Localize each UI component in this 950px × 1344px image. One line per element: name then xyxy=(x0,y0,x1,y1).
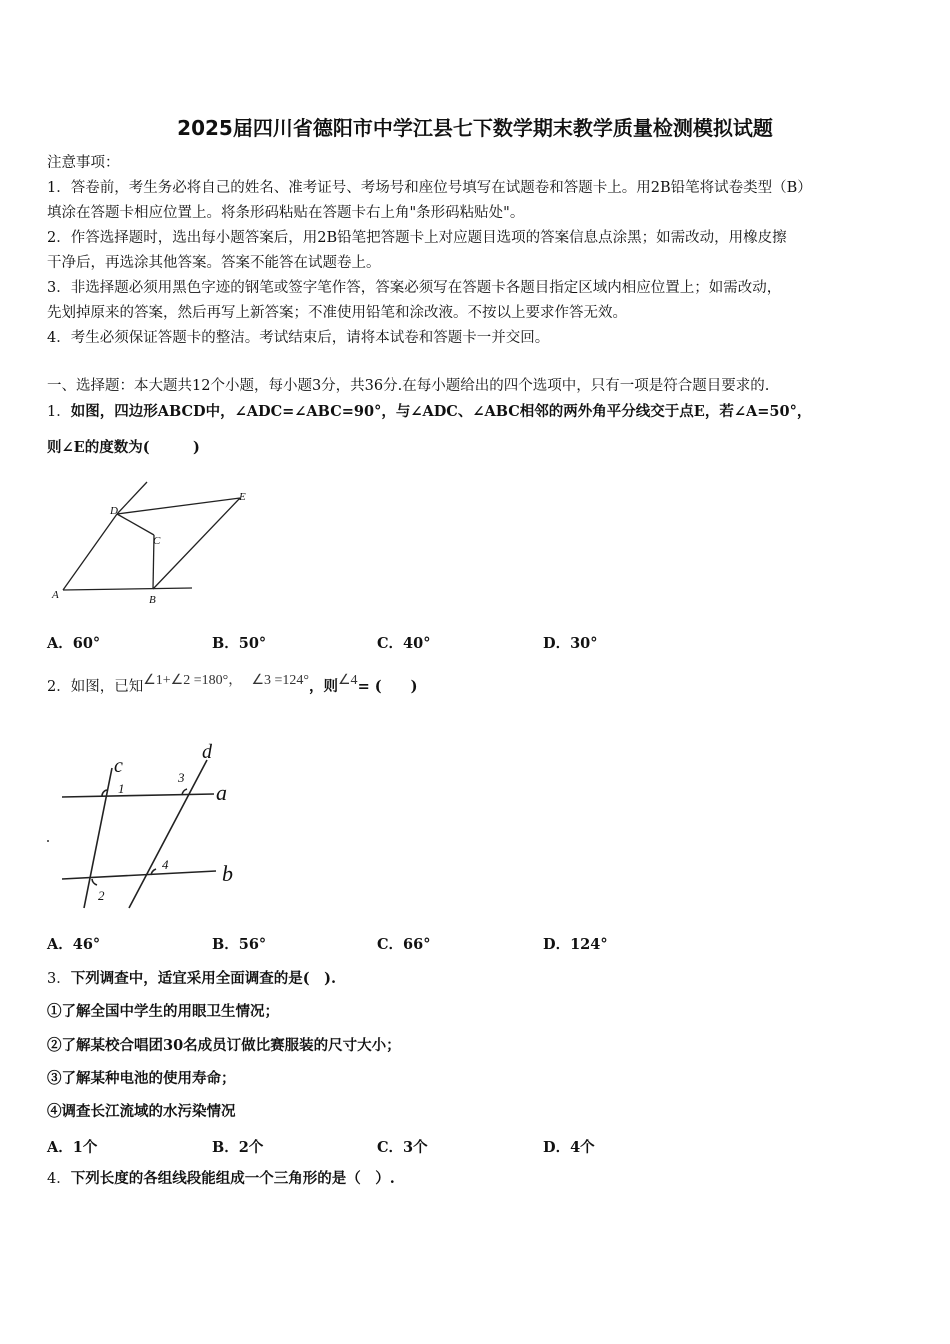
notice-line: 先划掉原来的答案，然后再写上新答案；不准使用铅笔和涂改液。不按以上要求作答无效。 xyxy=(47,305,627,321)
option-a[interactable]: A．46° xyxy=(47,936,101,953)
label-angle-2: 2 xyxy=(98,888,105,903)
line-c xyxy=(84,768,112,908)
question-text: ，则 xyxy=(309,678,338,695)
angle-2-arc xyxy=(92,879,97,885)
segment-d-extension xyxy=(117,482,147,514)
question-text: 下列长度的各组线段能组成一个三角形的是（ ）. xyxy=(70,1170,395,1187)
question-number: 2． xyxy=(47,679,71,695)
option-b[interactable]: B．50° xyxy=(212,635,267,652)
segment-dc xyxy=(117,514,154,535)
question-text: 如图，四边形ABCD中，∠ADC=∠ABC=90°，与∠ADC、∠ABC相邻的两外角平分线交于点E，若∠A=50°， xyxy=(70,403,812,420)
option-b[interactable]: B．56° xyxy=(212,936,267,953)
notice-line: 3．非选择题必须用黑色字迹的钢笔或签字笔作答，答案必须写在答题卡各题目指定区域内相应位置上；如需改动， xyxy=(47,280,782,296)
question-3 xyxy=(47,969,907,989)
line-d xyxy=(129,760,207,908)
option-c[interactable]: C．66° xyxy=(377,936,431,953)
question-text: 则∠E的度数为( ) xyxy=(47,439,200,456)
segment-ad xyxy=(63,514,117,590)
question-text: 下列调查中，适宜采用全面调查的是( ). xyxy=(70,970,337,987)
notice-line: 1．答卷前，考生务必将自己的姓名、准考证号、考场号和座位号填写在试题卷和答题卡上。用2B铅笔将试卷类型（B） xyxy=(47,180,812,196)
option-d[interactable]: D．4个 xyxy=(543,1139,595,1156)
list-item: ③了解某种电池的使用寿命； xyxy=(47,1070,236,1087)
option-d[interactable]: D．30° xyxy=(543,635,598,652)
label-d: D xyxy=(110,505,118,517)
label-angle-3: 3 xyxy=(178,770,185,785)
question-1 xyxy=(47,402,907,422)
line-ab-extended xyxy=(63,588,192,590)
label-c: c xyxy=(114,755,123,777)
option-b[interactable]: B．2个 xyxy=(212,1139,264,1156)
label-a: A xyxy=(52,589,59,601)
question-text: = ( ) xyxy=(357,678,418,695)
label-b: b xyxy=(222,861,233,886)
segment-be xyxy=(153,498,240,589)
label-d: d xyxy=(202,741,212,763)
question-number: 4． xyxy=(47,1171,71,1187)
notice-line: 干净后，再选涂其他答案。答案不能答在试题卷上。 xyxy=(47,255,381,271)
label-angle-1: 1 xyxy=(118,781,125,796)
notice-line: 填涂在答题卡相应位置上。将条形码粘贴在答题卡右上角"条形码粘贴处"。 xyxy=(47,205,525,221)
option-c[interactable]: C．40° xyxy=(377,635,431,652)
parallel-lines-figure xyxy=(44,738,254,913)
question-number: 1． xyxy=(47,404,71,420)
list-item: ①了解全国中学生的用眼卫生情况； xyxy=(47,1003,279,1020)
condition-1: ∠1+∠2 =180°， xyxy=(143,673,243,688)
list-item: ②了解某校合唱团30名成员订做比赛服装的尺寸大小； xyxy=(47,1037,401,1054)
line-a xyxy=(62,794,214,797)
question-2 xyxy=(47,673,907,698)
question-4 xyxy=(47,1169,907,1189)
option-a[interactable]: A．60° xyxy=(47,635,101,652)
label-b: B xyxy=(149,594,156,606)
condition-2: ∠3 =124° xyxy=(251,673,309,688)
option-a[interactable]: A．1个 xyxy=(47,1139,98,1156)
quadrilateral-figure xyxy=(47,478,257,608)
notice-line: 4．考生必须保证答题卡的整洁。考试结束后，请将本试卷和答题卡一并交回。 xyxy=(47,330,550,346)
section-header: 一、选择题：本大题共12个小题，每小题3分，共36分.在每小题给出的四个选项中，只有一项是符合题目要求的. xyxy=(47,378,770,394)
stray-dot xyxy=(47,840,49,842)
segment-de xyxy=(117,498,240,514)
option-d[interactable]: D．124° xyxy=(543,936,608,953)
label-e: E xyxy=(239,491,246,503)
target-angle: ∠4 xyxy=(338,673,358,688)
list-item: ④调查长江流域的水污染情况 xyxy=(47,1103,236,1120)
label-angle-4: 4 xyxy=(162,857,169,872)
notice-line: 2．作答选择题时，选出每小题答案后，用2B铅笔把答题卡上对应题目选项的答案信息点涂黑；如需改动，用橡皮擦 xyxy=(47,230,787,246)
notice-heading: 注意事项： xyxy=(47,155,120,171)
label-c: C xyxy=(153,535,161,547)
label-a: a xyxy=(216,780,227,805)
question-text: 如图，已知 xyxy=(70,679,144,695)
option-c[interactable]: C．3个 xyxy=(377,1139,428,1156)
question-number: 3． xyxy=(47,971,71,987)
page-title: 2025届四川省德阳市中学江县七下数学期末教学质量检测模拟试题 xyxy=(177,116,773,140)
line-b xyxy=(62,871,216,879)
